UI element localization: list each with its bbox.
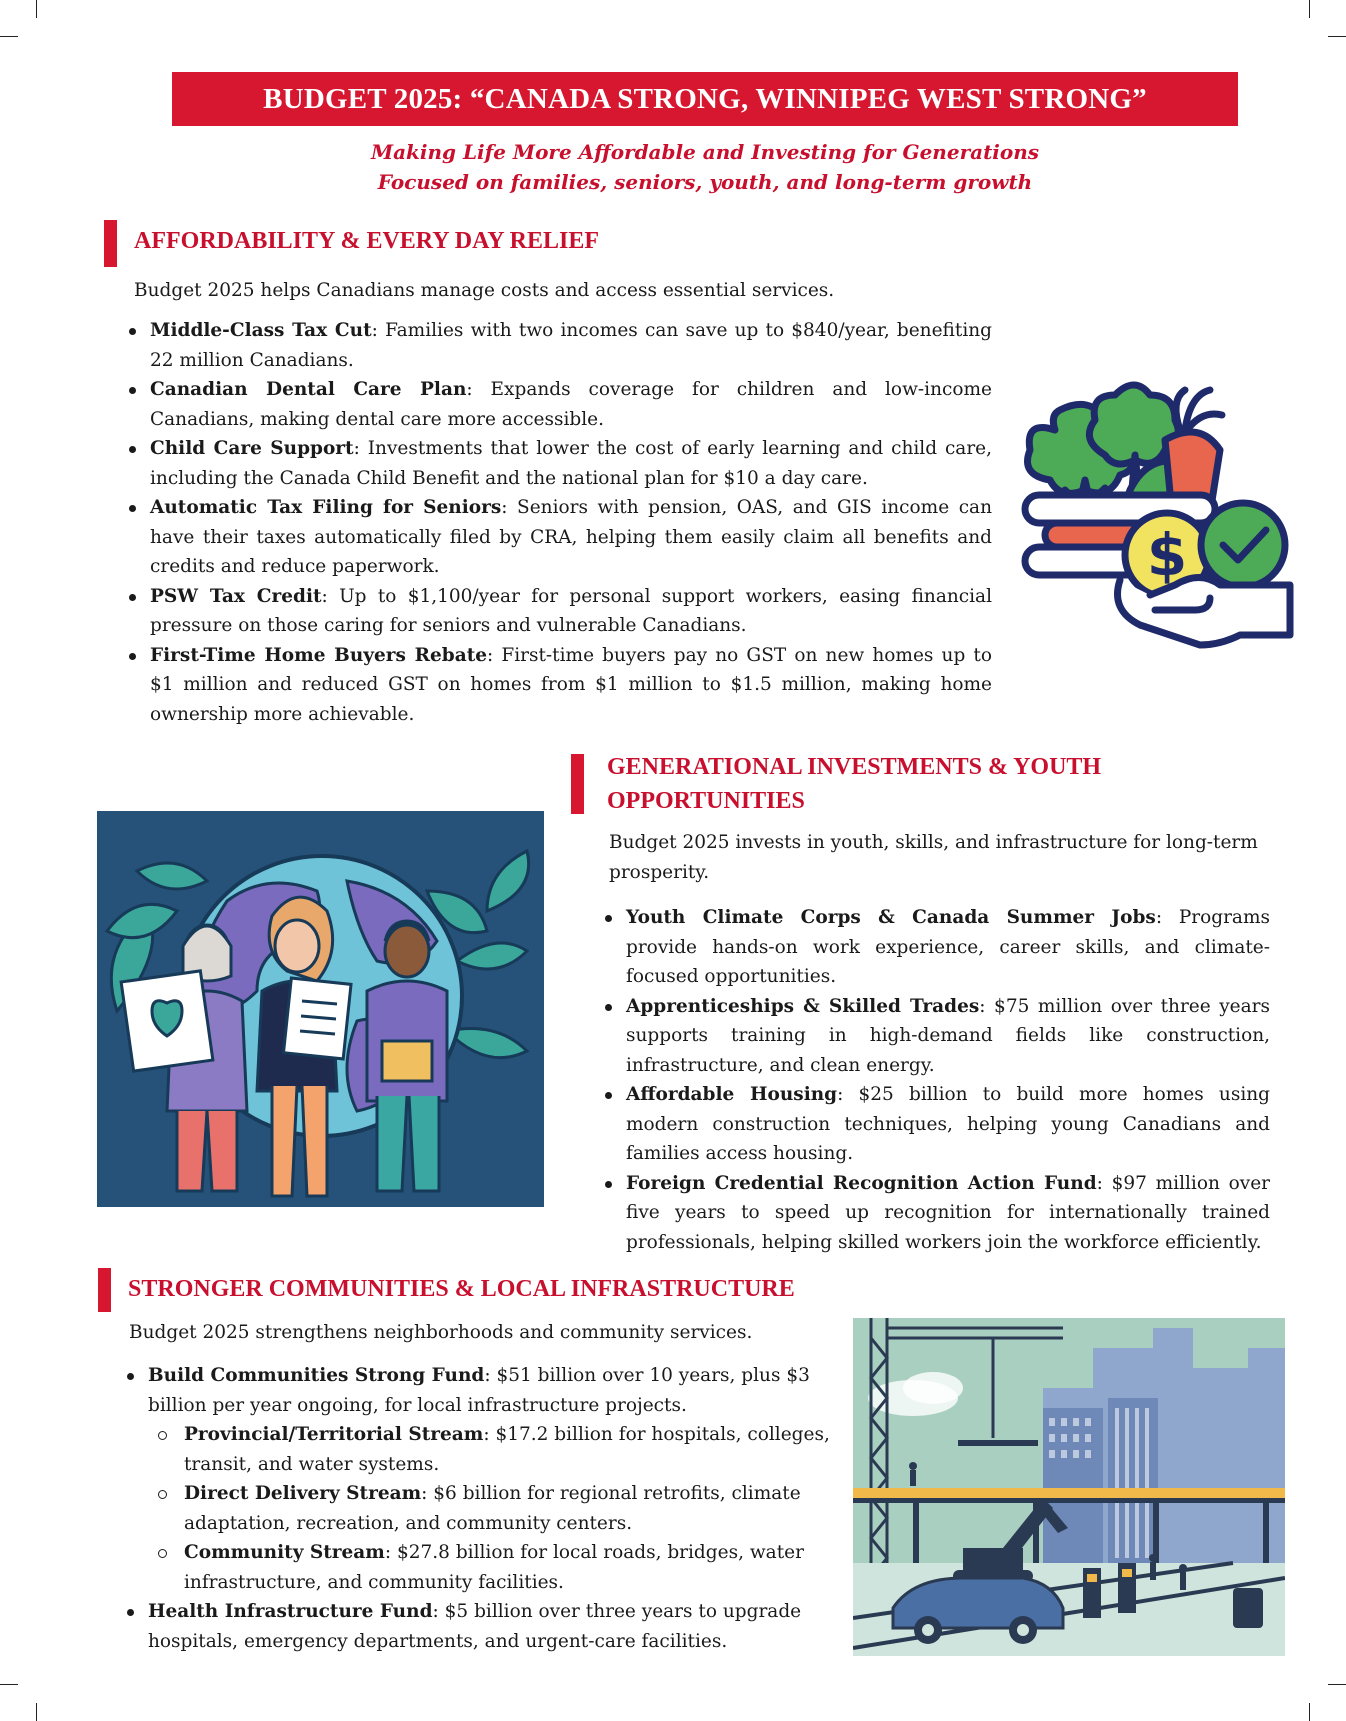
communities-list (120, 1361, 840, 1656)
section-intro: Budget 2025 invests in youth, skills, and infrastructure for long-term prosperity. (609, 832, 1258, 883)
section-accent-bar (571, 754, 584, 814)
list-item (122, 493, 992, 582)
item-text: : Seniors with pension, OAS, and GIS income can have their taxes automatically filed by CRA, helping them easily claim all benefits and credits and reduce paperwork. (150, 497, 992, 577)
section-accent-bar (104, 220, 117, 267)
list-item (598, 1169, 1270, 1258)
item-term: Community Stream (184, 1542, 385, 1563)
list-item (598, 903, 1270, 992)
crop-mark (0, 36, 18, 37)
svg-text:$: $ (1146, 521, 1188, 589)
section-accent-bar (98, 1268, 111, 1312)
item-text: : Investments that lower the cost of early learning and child care, including the Canada Child Benefit and the national plan for $10 a day care. (150, 438, 993, 489)
list-item (598, 1080, 1270, 1169)
crop-mark (1309, 0, 1310, 18)
section-title-communities: STRONGER COMMUNITIES & LOCAL INFRASTRUCTURE (128, 1276, 795, 1302)
list-item (120, 1361, 840, 1597)
item-text: : Expands coverage for children and low-income Canadians, making dental care more accessible. (150, 379, 992, 430)
section-title-generational-line-2: OPPORTUNITIES (607, 788, 805, 814)
section-intro: Budget 2025 strengthens neighborhoods and community services. (129, 1322, 753, 1343)
item-term: Youth Climate Corps & Canada Summer Jobs (626, 907, 1156, 928)
crop-mark (36, 1703, 37, 1721)
item-term: PSW Tax Credit (150, 585, 322, 607)
item-text: : Up to $1,100/year for personal support workers, easing financial pressure on those caring for seniors and vulnerable Canadians. (150, 585, 992, 636)
subtitle-line-1: Making Life More Affordable and Investing for Generations (370, 140, 1040, 164)
list-item (122, 641, 992, 730)
item-term: Automatic Tax Filing for Seniors (150, 497, 502, 518)
crop-mark (36, 0, 37, 18)
item-text: : $27.8 billion for local roads, bridges, water infrastructure, and community facilities. (184, 1542, 804, 1593)
item-term: Build Communities Strong Fund (148, 1365, 485, 1386)
item-text: : $51 billion over 10 years, plus $3 billion per year ongoing, for local infrastructure projects. (148, 1365, 810, 1416)
item-text: : $75 million over three years supports training in high-demand fields like construction, infrastructure, and clean energy. (626, 995, 1270, 1076)
list-item (122, 375, 992, 434)
list-item (122, 434, 992, 493)
section-intro: Budget 2025 helps Canadians manage costs and access essential services. (134, 280, 835, 301)
section-title-affordability: AFFORDABILITY & EVERY DAY RELIEF (134, 228, 599, 254)
list-item (120, 1597, 840, 1656)
item-term: Foreign Credential Recognition Action Fund (626, 1172, 1097, 1194)
sub-list-item (148, 1538, 840, 1597)
list-item (598, 992, 1270, 1081)
item-term: Direct Delivery Stream (184, 1483, 422, 1504)
sub-list-item (148, 1420, 840, 1479)
item-text: : Families with two incomes can save up to $840/year, benefiting 22 million Canadians. (150, 320, 992, 371)
item-text: : First-time buyers pay no GST on new homes up to $1 million and reduced GST on homes from $1 million to $1.5 million, making home ownership more achievable. (150, 644, 993, 725)
item-text: : $6 billion for regional retrofits, climate adaptation, recreation, and community centers. (184, 1483, 801, 1534)
item-term: Affordable Housing (626, 1084, 838, 1105)
generational-list (598, 903, 1270, 1257)
affordability-list (122, 316, 992, 729)
city-construction-illustration (853, 1318, 1285, 1656)
item-term: Middle-Class Tax Cut (150, 320, 372, 341)
item-term: Provincial/Territorial Stream (184, 1424, 484, 1445)
youth-globe-illustration (97, 811, 544, 1207)
sub-list (148, 1420, 840, 1597)
item-text: : $25 billion to build more homes using modern construction techniques, helping young Canadians and families access housing. (626, 1084, 1270, 1164)
item-term: Apprenticeships & Skilled Trades (626, 995, 980, 1017)
item-text: : Programs provide hands-on work experience, career skills, and climate-focused opportunities. (626, 907, 1271, 987)
list-item (122, 316, 992, 375)
crop-mark (0, 1684, 18, 1685)
item-term: Health Infrastructure Fund (148, 1601, 433, 1622)
item-term: First-Time Home Buyers Rebate (150, 644, 488, 666)
subtitle-line-2: Focused on families, seniors, youth, and long-term growth (377, 170, 1033, 194)
crop-mark (1309, 1703, 1310, 1721)
page-title: BUDGET 2025: “CANADA STRONG, WINNIPEG WEST STRONG” (172, 72, 1238, 126)
groceries-money-hand-icon (1015, 370, 1305, 650)
sub-list-item (148, 1479, 840, 1538)
item-term: Child Care Support (150, 438, 354, 459)
list-item (122, 582, 992, 641)
crop-mark (1328, 1684, 1346, 1685)
item-text: : $5 billion over three years to upgrade hospitals, emergency departments, and urgent-care facilities. (148, 1601, 802, 1652)
item-text: : $97 million over five years to speed up recognition for internationally trained professionals, helping skilled workers join the workforce efficiently. (626, 1172, 1270, 1253)
section-title-generational-line-1: GENERATIONAL INVESTMENTS & YOUTH (607, 754, 1102, 780)
item-text: : $17.2 billion for hospitals, colleges, transit, and water systems. (184, 1424, 830, 1475)
crop-mark (1328, 36, 1346, 37)
item-term: Canadian Dental Care Plan (150, 379, 467, 400)
